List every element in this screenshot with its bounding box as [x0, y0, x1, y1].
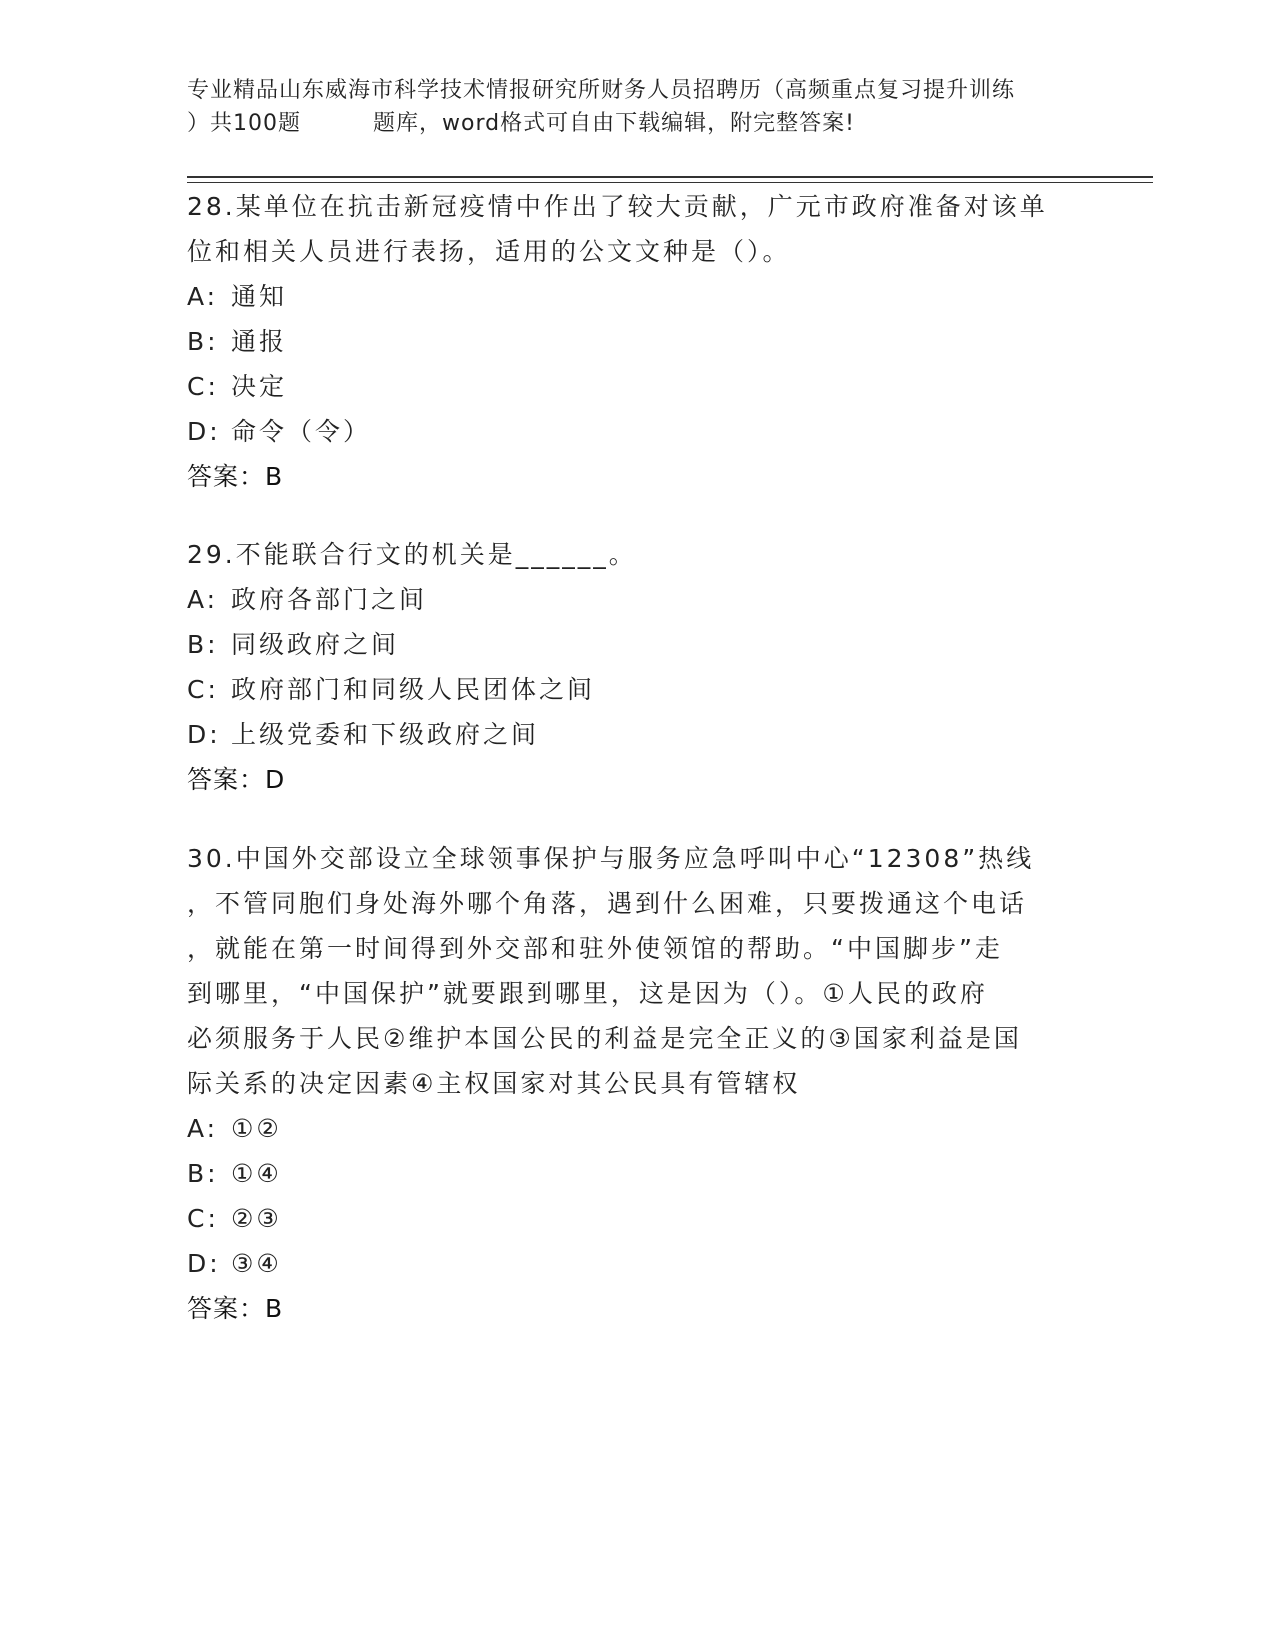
option-key: D: [187, 720, 221, 749]
option-d [187, 1241, 1067, 1286]
option-text: ①② [231, 1114, 282, 1143]
answer-label: 答案：B [187, 462, 284, 491]
option-a [187, 1106, 1067, 1151]
header-title-line-1: 专业精品山东威海市科学技术情报研究所财务人员招聘历（高频重点复习提升训练 [187, 78, 1016, 103]
stem-line: 29.不能联合行文的机关是______。 [187, 540, 637, 569]
option-text: 命令（令） [231, 417, 372, 446]
page-header [187, 74, 1087, 140]
option-text: 通知 [231, 282, 288, 311]
header-title-line-2-right: 题库，word格式可自由下载编辑，附完整答案! [373, 111, 855, 136]
question-28 [187, 184, 1067, 499]
option-c [187, 1196, 1067, 1241]
question-stem [187, 836, 1067, 1106]
option-key: B: [187, 630, 219, 659]
question-29 [187, 532, 1067, 802]
stem-line: 30.中国外交部设立全球领事保护与服务应急呼叫中心“12308”热线 [187, 844, 1035, 873]
stem-line: 际关系的决定因素④主权国家对其公民具有管辖权 [187, 1069, 801, 1098]
option-d [187, 409, 1067, 454]
stem-line: 必须服务于人民②维护本国公民的利益是完全正义的③国家利益是国 [187, 1024, 1022, 1053]
option-a [187, 274, 1067, 319]
option-text: 政府各部门之间 [231, 585, 428, 614]
question-stem [187, 184, 1067, 274]
option-key: A: [187, 1114, 219, 1143]
header-title-line-2 [187, 107, 1087, 140]
header-title-line-2-left: ）共100题 [187, 111, 301, 136]
option-key: B: [187, 1159, 219, 1188]
option-b [187, 622, 1067, 667]
header-divider-thin [187, 182, 1153, 183]
question-30 [187, 836, 1067, 1331]
option-b [187, 1151, 1067, 1196]
option-text: 政府部门和同级人民团体之间 [231, 675, 596, 704]
option-text: 同级政府之间 [231, 630, 400, 659]
option-key: A: [187, 282, 219, 311]
option-key: D: [187, 1249, 221, 1278]
stem-line: 到哪里，“中国保护”就要跟到哪里，这是因为（）。①人民的政府 [187, 979, 988, 1008]
option-text: 决定 [231, 372, 288, 401]
option-text: ③④ [231, 1249, 282, 1278]
stem-line: ，就能在第一时间得到外交部和驻外使领馆的帮助。“中国脚步”走 [187, 934, 1003, 963]
header-divider-thick [187, 176, 1153, 178]
option-b [187, 319, 1067, 364]
option-key: A: [187, 585, 219, 614]
option-c [187, 364, 1067, 409]
stem-line: 28.某单位在抗击新冠疫情中作出了较大贡献，广元市政府准备对该单 [187, 192, 1048, 221]
option-key: C: [187, 372, 219, 401]
answer-label: 答案：D [187, 765, 286, 794]
option-d [187, 712, 1067, 757]
answer-label: 答案：B [187, 1294, 284, 1323]
option-text: ①④ [231, 1159, 282, 1188]
option-key: B: [187, 327, 219, 356]
option-key: C: [187, 675, 219, 704]
option-key: C: [187, 1204, 219, 1233]
stem-line: ，不管同胞们身处海外哪个角落，遇到什么困难，只要拨通这个电话 [187, 889, 1028, 918]
question-stem [187, 532, 1067, 577]
stem-line: 位和相关人员进行表扬，适用的公文文种是（）。 [187, 237, 791, 266]
option-key: D: [187, 417, 221, 446]
option-a [187, 577, 1067, 622]
option-text: ②③ [231, 1204, 282, 1233]
option-text: 通报 [231, 327, 288, 356]
option-text: 上级党委和下级政府之间 [231, 720, 540, 749]
option-c [187, 667, 1067, 712]
